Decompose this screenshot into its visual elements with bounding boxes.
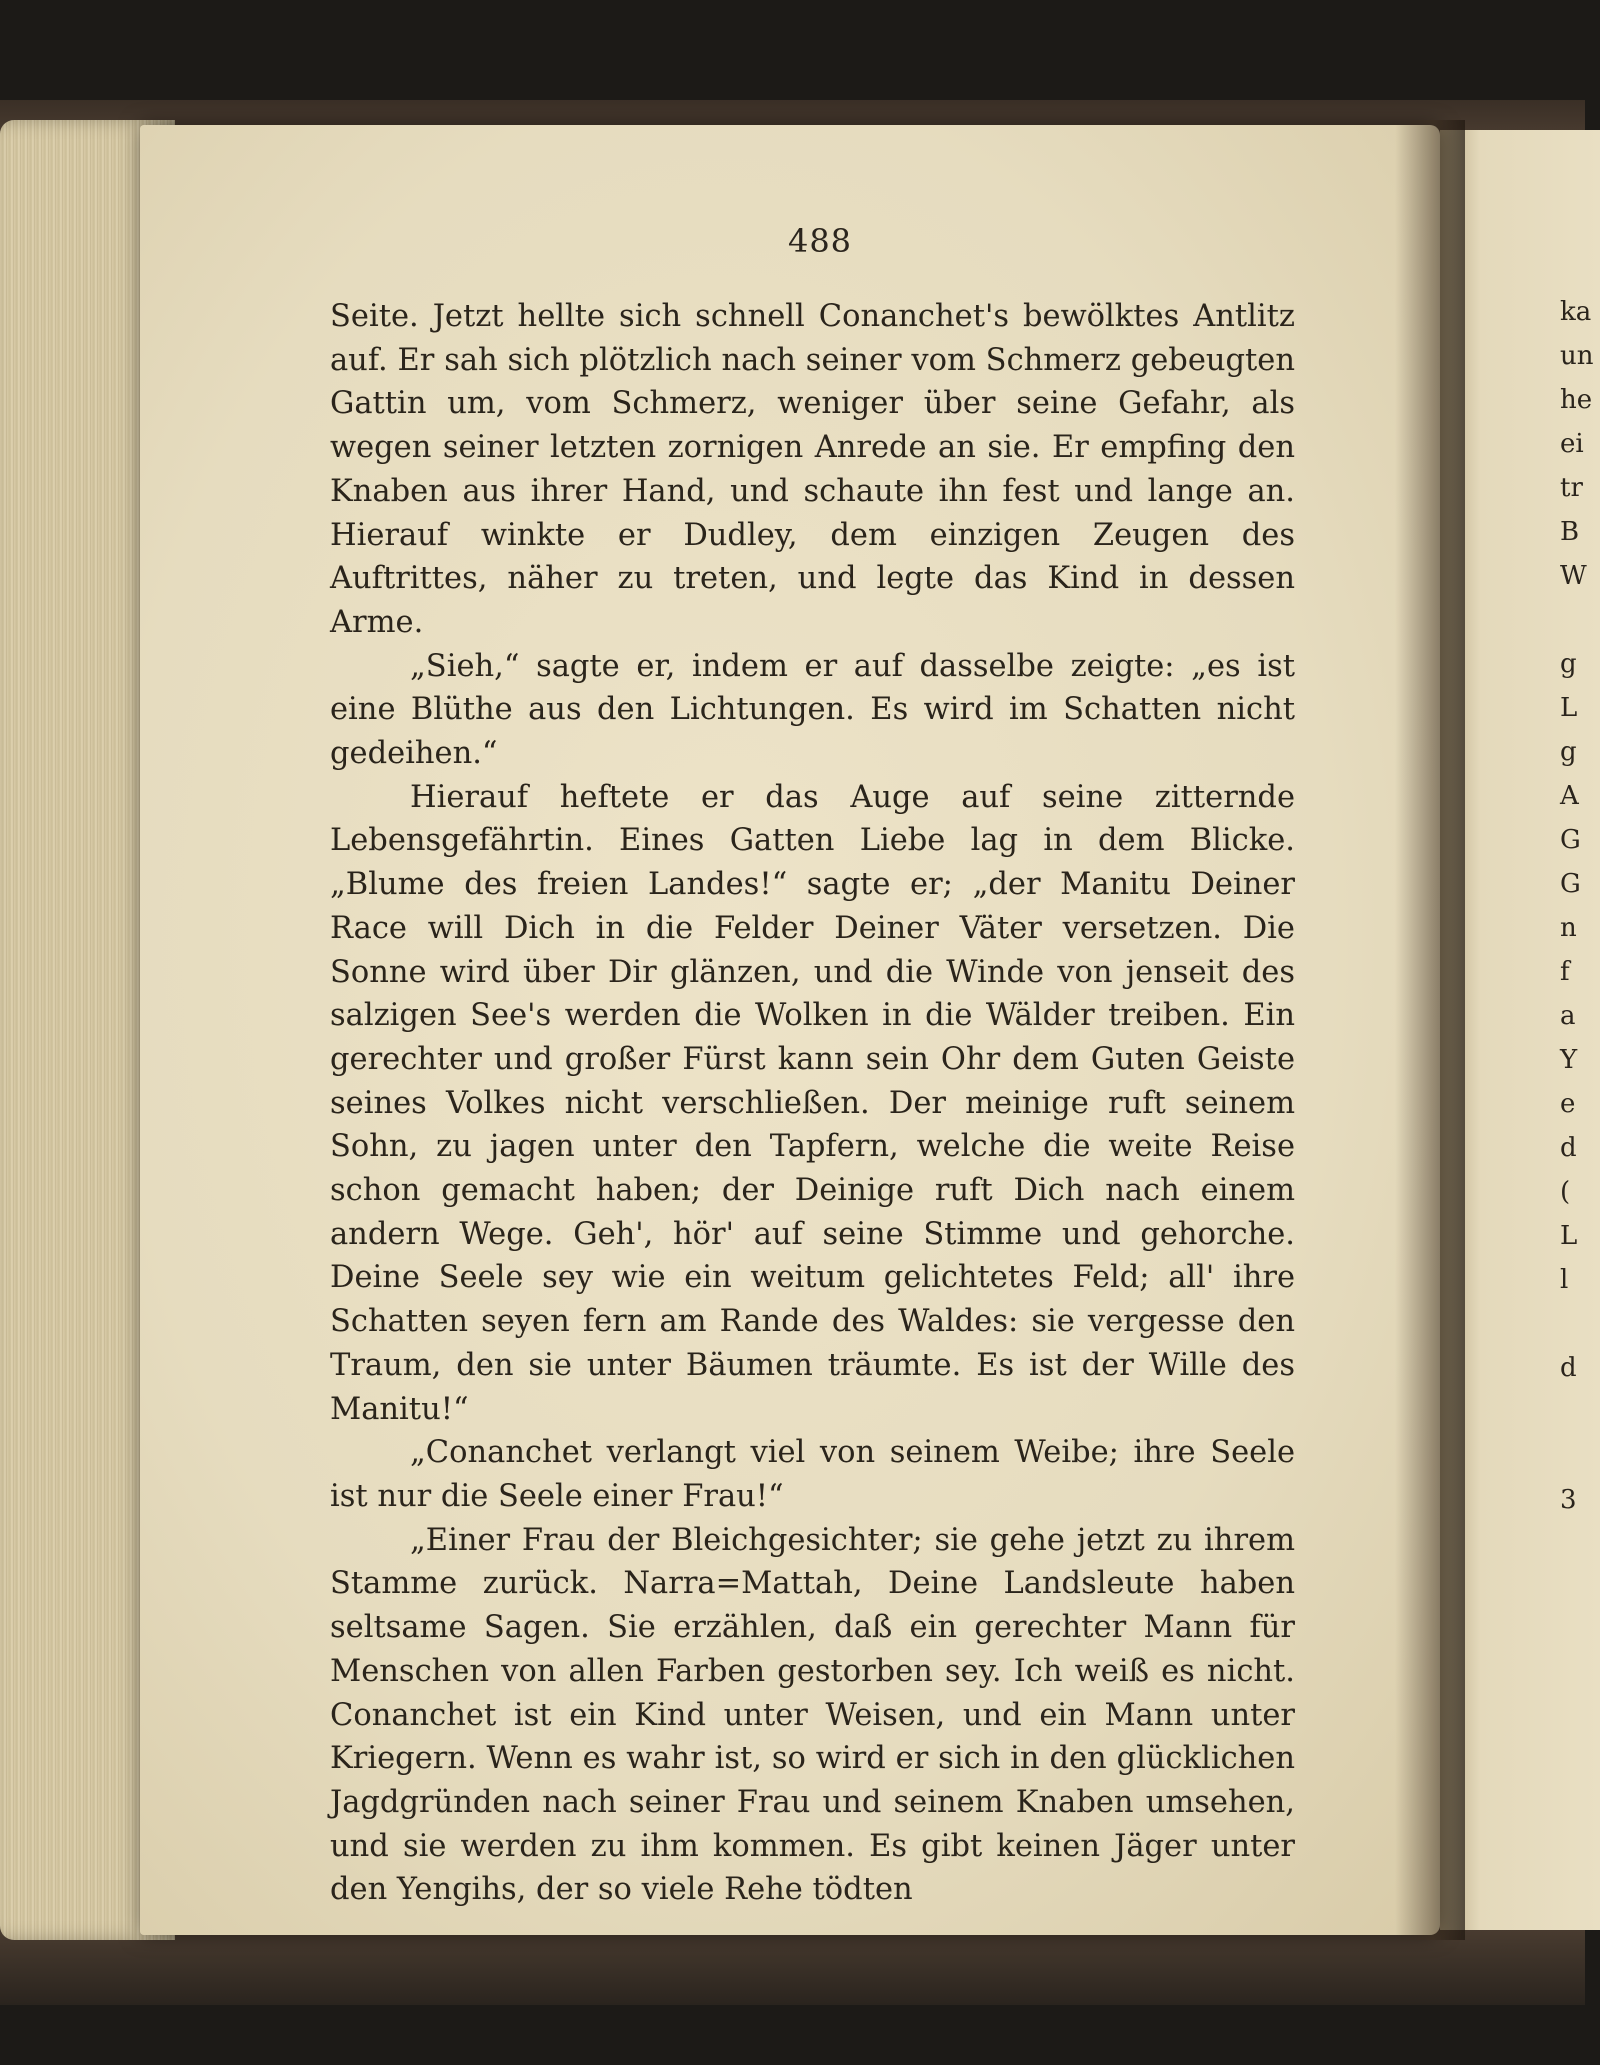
facing-fragment <box>1560 1434 1585 1478</box>
facing-fragment <box>1560 1302 1585 1346</box>
paragraph: „Einer Frau der Bleichgesichter; sie gehe jetzt zu ihrem Stamme zurück. Narra=Mattah, Deine Landsleute haben seltsame Sagen. Sie erzählen, daß ein gerechter Mann für Menschen von allen Farben gestorben sey. Ich weiß es nicht. Conanchet ist ein Kind unter Weisen, und ein Mann unter Kriegern. Wenn es wahr ist, so wird er sich in den glücklichen Jagdgründen nach seiner Frau und seinem Knaben umsehen, und sie werden zu ihm kommen. Es gibt keinen Jäger unter den Yengihs, der so viele Rehe tödten <box>330 1522 1295 1908</box>
facing-fragment: a <box>1560 1001 1576 1031</box>
facing-fragment: G <box>1560 825 1581 855</box>
facing-fragment: L <box>1560 693 1578 723</box>
facing-fragment: n <box>1560 913 1577 943</box>
facing-fragment: A <box>1560 781 1579 811</box>
page-number: 488 <box>787 222 853 260</box>
facing-fragment: Y <box>1560 1045 1578 1075</box>
facing-fragment <box>1560 1390 1585 1434</box>
facing-fragment: tr <box>1560 473 1583 503</box>
facing-fragment: B <box>1560 517 1580 547</box>
facing-fragment: 3 <box>1560 1485 1577 1515</box>
paragraph: „Sieh,“ sagte er, indem er auf dasselbe zeigte: „es ist eine Blüthe aus den Lichtungen. Es wird im Schatten nicht gedeihen.“ <box>330 648 1295 772</box>
facing-fragment: G <box>1560 869 1581 899</box>
book-cover-bottom <box>0 1925 1585 2005</box>
facing-fragment: L <box>1560 1221 1578 1251</box>
facing-fragment: g <box>1560 737 1577 767</box>
page-body <box>330 295 1295 1912</box>
paragraph: Hierauf heftete er das Auge auf seine zitternde Lebensgefährtin. Eines Gatten Liebe lag in dem Blicke. „Blume des freien Landes!“ sagte er; „der Manitu Deiner Race will Dich in die Felder Deiner Väter versetzen. Die Sonne wird über Dir glänzen, und die Winde von jenseit des salzigen See's werden die Wolken in die Wälder treiben. Ein gerechter und großer Fürst kann sein Ohr dem Guten Geiste seines Volkes nicht verschließen. Der meinige ruft seinem Sohn, zu jagen unter den Tapfern, welche die weite Reise schon gemacht haben; der Deinige ruft Dich nach einem andern Wege. Geh', hör' auf seine Stimme und gehorche. Deine Seele sey wie ein weitum gelichtetes Feld; all' ihre Schatten seyen fern am Rande des Waldes: sie vergesse den Traum, den sie unter Bäumen träumte. Es ist der Wille des Manitu!“ <box>330 779 1295 1427</box>
facing-fragment: f <box>1560 957 1570 987</box>
spine-shadow <box>1395 120 1465 1940</box>
facing-page-text-fragments <box>1560 290 1594 1522</box>
facing-fragment: he <box>1560 385 1593 415</box>
facing-fragment: W <box>1560 561 1587 591</box>
facing-fragment: ka <box>1560 297 1592 327</box>
facing-fragment: d <box>1560 1353 1577 1383</box>
facing-fragment: un <box>1560 341 1594 371</box>
facing-fragment: d <box>1560 1133 1577 1163</box>
paragraph: Seite. Jetzt hellte sich schnell Conanchet's bewölktes Antlitz auf. Er sah sich plötzlich nach seiner vom Schmerz gebeugten Gattin um, vom Schmerz, weniger über seine Gefahr, als wegen seiner letzten zornigen Anrede an sie. Er empfing den Knaben aus ihrer Hand, und schaute ihn fest und lange an. Hierauf winkte er Dudley, dem einzigen Zeugen des Auftrittes, näher zu treten, und legte das Kind in dessen Arme. <box>330 299 1295 640</box>
facing-fragment: e <box>1560 1089 1576 1119</box>
facing-fragment: ei <box>1560 429 1584 459</box>
facing-fragment: g <box>1560 649 1577 679</box>
facing-fragment: l <box>1560 1265 1569 1295</box>
facing-fragment: ( <box>1560 1177 1571 1207</box>
facing-fragment <box>1560 598 1585 642</box>
paragraph: „Conanchet verlangt viel von seinem Weibe; ihre Seele ist nur die Seele einer Frau!“ <box>330 1435 1295 1514</box>
